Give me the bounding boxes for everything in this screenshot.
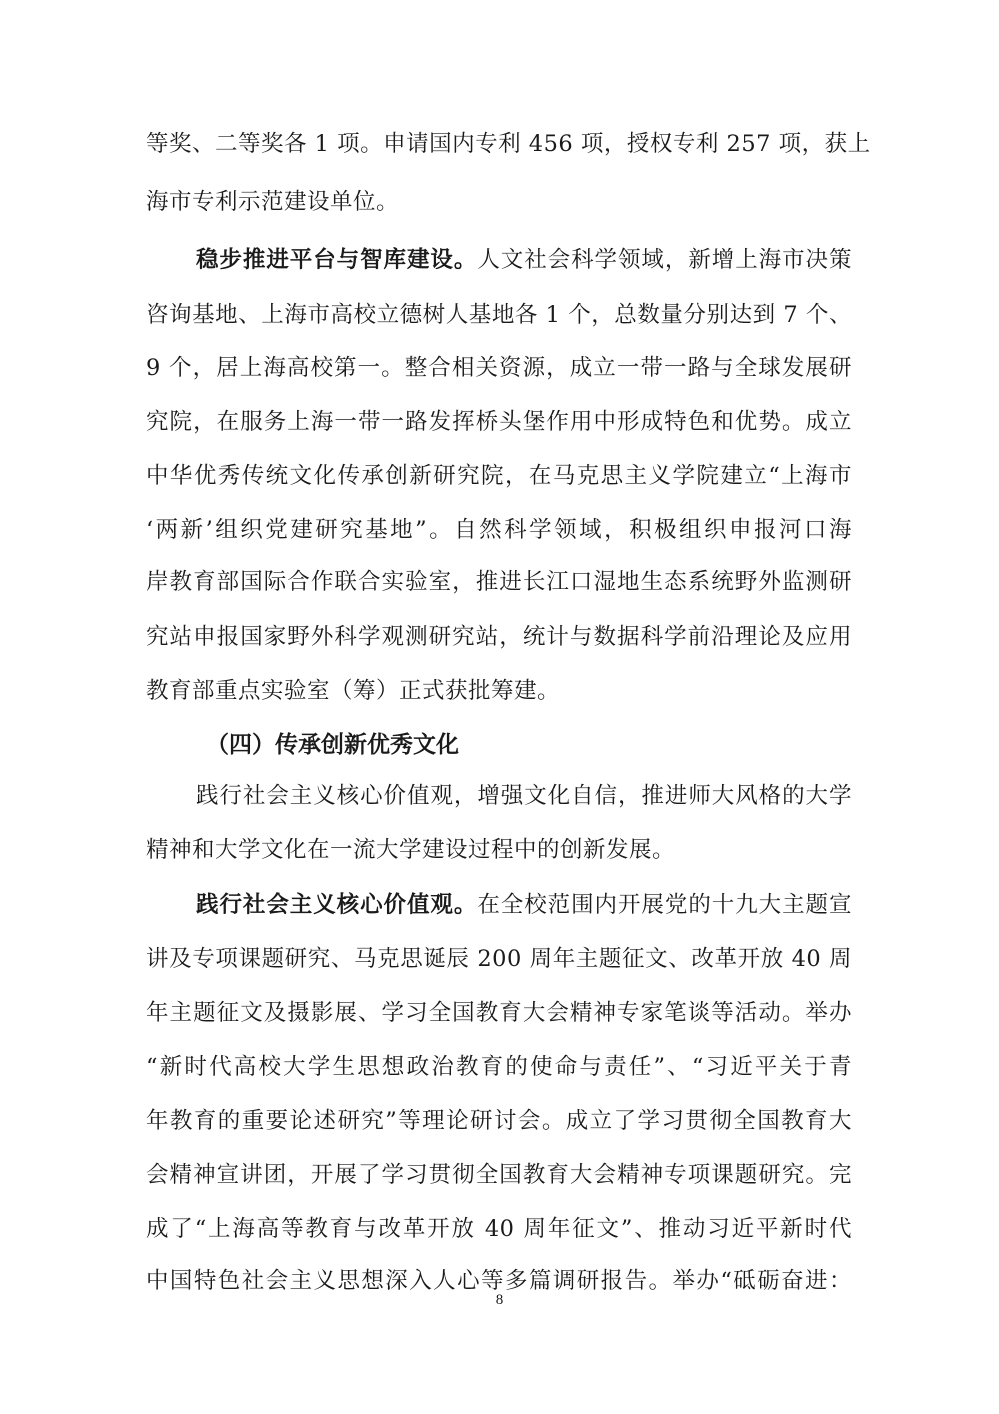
text-line: 讲及专项课题研究、马克思诞辰 200 周年主题征文、改革开放 40 周	[146, 946, 852, 972]
text-line: “新时代高校大学生思想政治教育的使命与责任”、“习近平关于青	[146, 1054, 852, 1080]
text-line: 等奖、二等奖各 1 项。申请国内专利 456 项，授权专利 257 项，获上	[146, 131, 871, 157]
paragraph-lead: 稳步推进平台与智库建设。	[196, 247, 478, 273]
text-line: 究站申报国家野外科学观测研究站，统计与数据科学前沿理论及应用	[146, 624, 852, 650]
text-line: 中国特色社会主义思想深入人心等多篇调研报告。举办“砥砺奋进：	[146, 1268, 852, 1294]
text-line: 海市专利示范建设单位。	[146, 189, 400, 215]
text-line: 岸教育部国际合作联合实验室，推进长江口湿地生态系统野外监测研	[146, 569, 852, 595]
text-line: 中华优秀传统文化传承创新研究院，在马克思主义学院建立“上海市	[146, 463, 852, 489]
text-line: 咨询基地、上海市高校立德树人基地各 1 个，总数量分别达到 7 个、	[146, 302, 852, 328]
text-line: 成了“上海高等教育与改革开放 40 周年征文”、推动习近平新时代	[146, 1216, 852, 1242]
text-line: 究院，在服务上海一带一路发挥桥头堡作用中形成特色和优势。成立	[146, 409, 852, 435]
text-line: 教育部重点实验室（筹）正式获批筹建。	[146, 678, 561, 704]
text-line: 9 个，居上海高校第一。整合相关资源，成立一带一路与全球发展研	[146, 355, 852, 381]
paragraph-line: 践行社会主义核心价值观，增强文化自信，推进师大风格的大学	[196, 783, 852, 809]
section-heading: （四）传承创新优秀文化	[206, 732, 459, 758]
paragraph-text: 在全校范围内开展党的十九大主题宣	[477, 892, 852, 918]
text-line: 年主题征文及摄影展、学习全国教育大会精神专家笔谈等活动。举办	[146, 1000, 852, 1026]
paragraph-lead: 践行社会主义核心价值观。	[196, 892, 478, 918]
text-line: 年教育的重要论述研究”等理论研讨会。成立了学习贯彻全国教育大	[146, 1108, 852, 1134]
text-line: ‘两新’组织党建研究基地”。自然科学领域，积极组织申报河口海	[146, 517, 852, 543]
paragraph-line	[196, 245, 852, 275]
paragraph-line	[196, 890, 852, 920]
text-line: 会精神宣讲团，开展了学习贯彻全国教育大会精神专项课题研究。完	[146, 1162, 852, 1188]
paragraph-text: 人文社会科学领域，新增上海市决策	[477, 247, 852, 273]
text-line: 精神和大学文化在一流大学建设过程中的创新发展。	[146, 837, 676, 863]
page-number: 8	[495, 1292, 504, 1308]
